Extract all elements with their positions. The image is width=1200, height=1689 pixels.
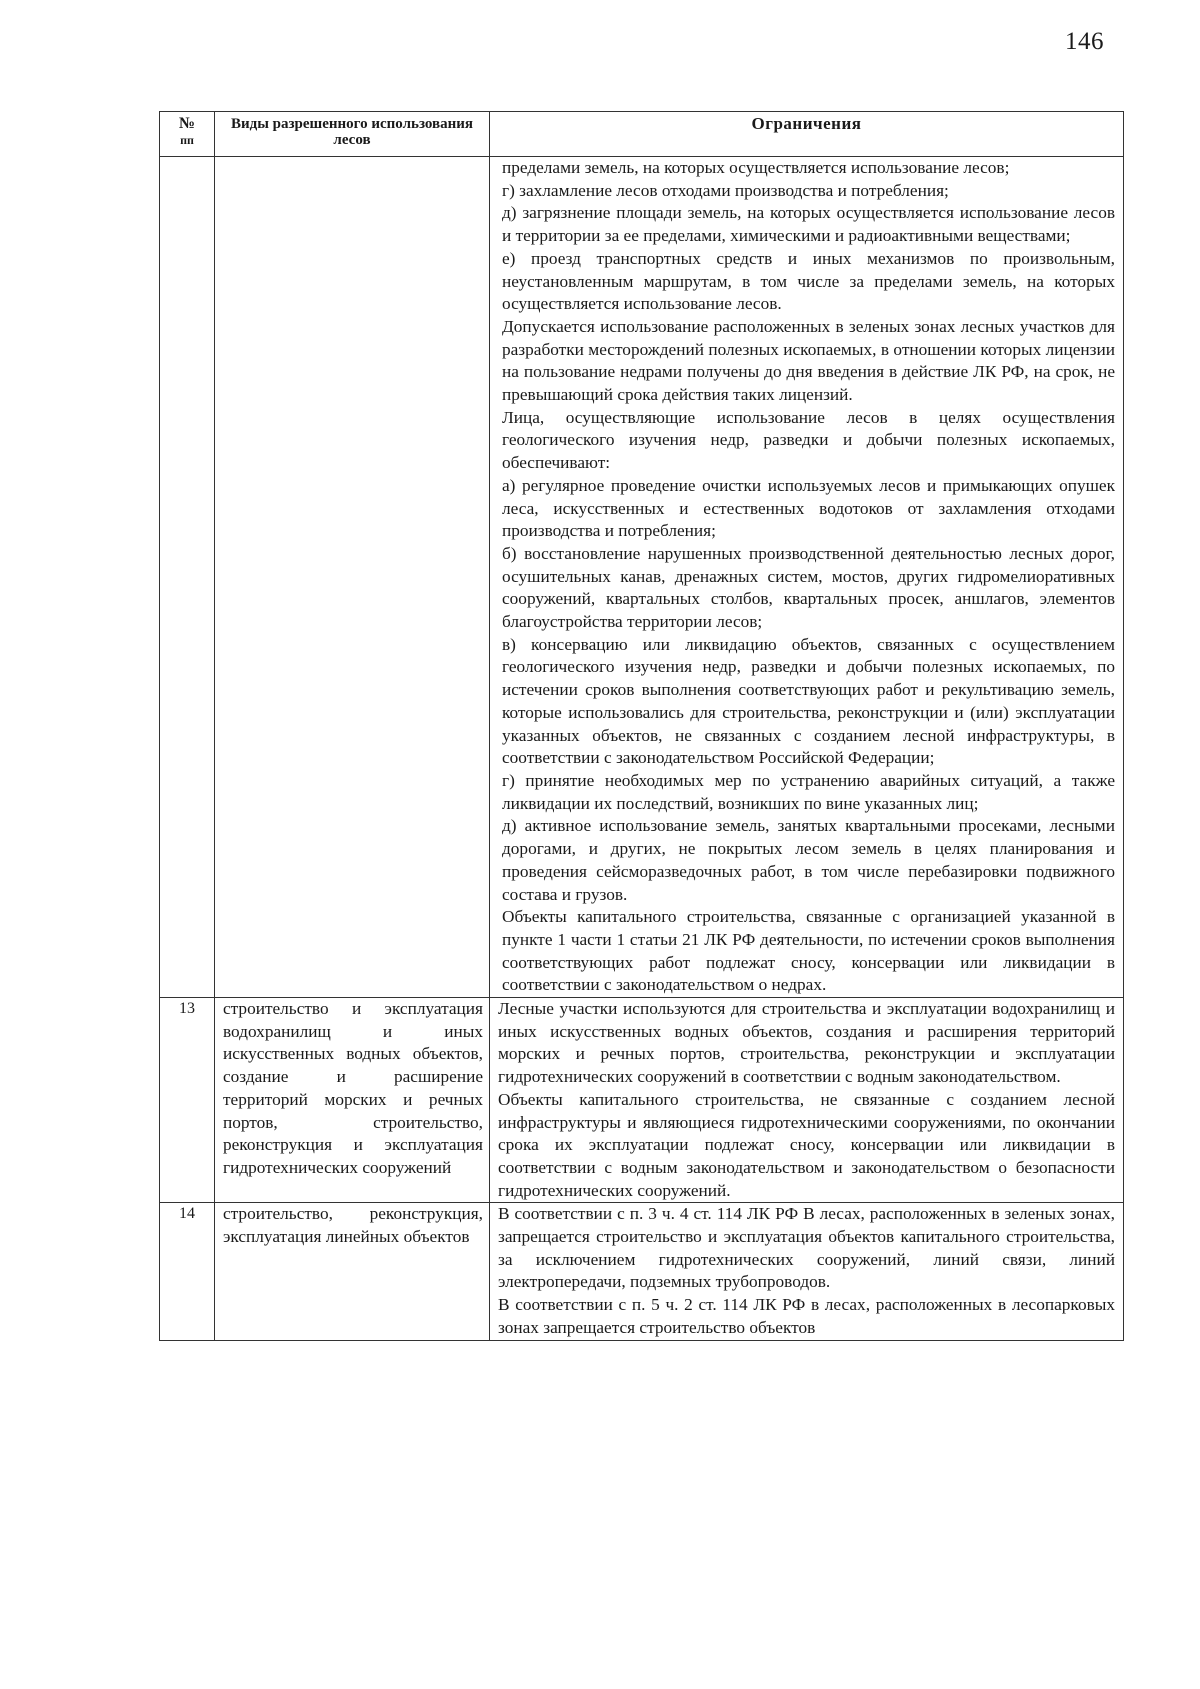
header-number-sub: пп [180,133,194,147]
limits-paragraph: в) консервацию или ликвидацию объектов, связанных с осуществлением геологического изучения недр, разведки и добычи полезных ископаемых, по истечении сроков выполнения соответствующих работ и рекультивацию земель, которые использовались для строительства, реконструкции и (или) эксплуатации указанных объектов, не связанных с созданием лесной инфраструктуры, в соответствии с законодательством Российской Федерации; [502,634,1115,768]
row-kind: строительство и эксплуатация водохранилищ и иных искусственных водных объектов, создание и расширение территорий морских и речных портов, строительство, реконструкция и эксплуатация гидротехнических сооружений [215,998,490,1203]
page-number: 146 [1065,28,1104,55]
restrictions-table [159,111,1124,1341]
limits-paragraph: д) активное использование земель, занятых квартальными просеками, лесными дорогами, и других, не покрытых лесом земель в целях планирования и проведения сейсморазведочных работ, в том числе перебазировки подвижного состава и грузов. [502,816,1115,904]
limits-paragraph: е) проезд транспортных средств и иных механизмов по произвольным, неустановленным маршрутам, в том числе за пределами земель, на которых осуществляется использование лесов. [502,248,1115,314]
limits-paragraph: Объекты капитального строительства, связанные с организацией указанной в пункте 1 части 1 статьи 21 ЛК РФ деятельности, по истечении сроков выполнения соответствующих работ подлежат сносу, консервации или ликвидации в соответствии с законодательством о недрах. [502,907,1115,995]
limits-paragraph: а) регулярное проведение очистки используемых лесов и примыкающих опушек леса, искусственных и естественных водотоков от захламления отходами производства и потребления; [502,475,1115,541]
limits-paragraph: д) загрязнение площади земель, на которых осуществляется использование лесов и территории за ее пределами, химическими и радиоактивными веществами; [502,203,1115,246]
limits-paragraph: Лесные участки используются для строительства и эксплуатации водохранилищ и иных искусственных водных объектов, создания и расширения территорий морских и речных портов, строительства, реконструкции и эксплуатации гидротехнических сооружений в соответствии с водным законодательством. [498,999,1115,1087]
table-row-continuation [160,157,1124,998]
header-kind: Виды разрешенного использования лесов [215,112,490,157]
limits-paragraph: Объекты капитального строительства, не связанные с созданием лесной инфраструктуры и являющиеся гидротехническими сооружениями, по окончании срока их эксплуатации подлежат сносу, консервации или ликвидации в соответствии с водным законодательством и законодательством о безопасности гидротехнических сооружений. [498,1089,1115,1200]
row-limits [490,1203,1124,1340]
row-number: 13 [160,998,215,1203]
header-limits: Ограничения [490,112,1124,157]
limits-paragraph: б) восстановление нарушенных производственной деятельностью лесных дорог, осушительных канав, дренажных систем, мостов, других гидромелиоративных сооружений, квартальных столбов, квартальных просек, аншлагов, элементов благоустройства территории лесов; [502,543,1115,632]
limits-paragraph: г) захламление лесов отходами производства и потребления; [502,180,949,200]
row-limits [490,998,1124,1203]
header-number [160,112,215,157]
header-number-label: № [178,115,196,132]
limits-paragraph: В соответствии с п. 3 ч. 4 ст. 114 ЛК РФ В лесах, расположенных в зеленых зонах, запрещается строительство и эксплуатация объектов капитального строительства, за исключением гидротехнических сооружений, линий связи, линий электропередачи, подземных трубопроводов. [498,1204,1115,1292]
row-limits [490,157,1124,998]
table-row-14 [160,1203,1124,1340]
limits-paragraph: пределами земель, на которых осуществляется использование лесов; [502,158,1010,177]
limits-paragraph: Допускается использование расположенных в зеленых зонах лесных участков для разработки месторождений полезных ископаемых, в отношении которых лицензии на пользование недрами получены до дня введения в действие ЛК РФ, на срок, не превышающий срока действия таких лицензий. [502,316,1115,405]
row-kind: строительство, реконструкция, эксплуатация линейных объектов [215,1203,490,1340]
limits-paragraph: В соответствии с п. 5 ч. 2 ст. 114 ЛК РФ в лесах, расположенных в лесопарковых зонах запрещается строительство объектов [498,1295,1115,1337]
limits-paragraph: Лица, осуществляющие использование лесов в целях осуществления геологического изучения недр, разведки и добычи полезных ископаемых, обеспечивают: [502,407,1115,473]
row-number: 14 [160,1203,215,1340]
limits-paragraph: г) принятие необходимых мер по устранению аварийных ситуаций, а также ликвидации их последствий, возникших по вине указанных лиц; [502,770,1115,813]
table-row-13 [160,998,1124,1203]
table-header-row [160,112,1124,157]
row-number [160,157,215,998]
row-kind [215,157,490,998]
